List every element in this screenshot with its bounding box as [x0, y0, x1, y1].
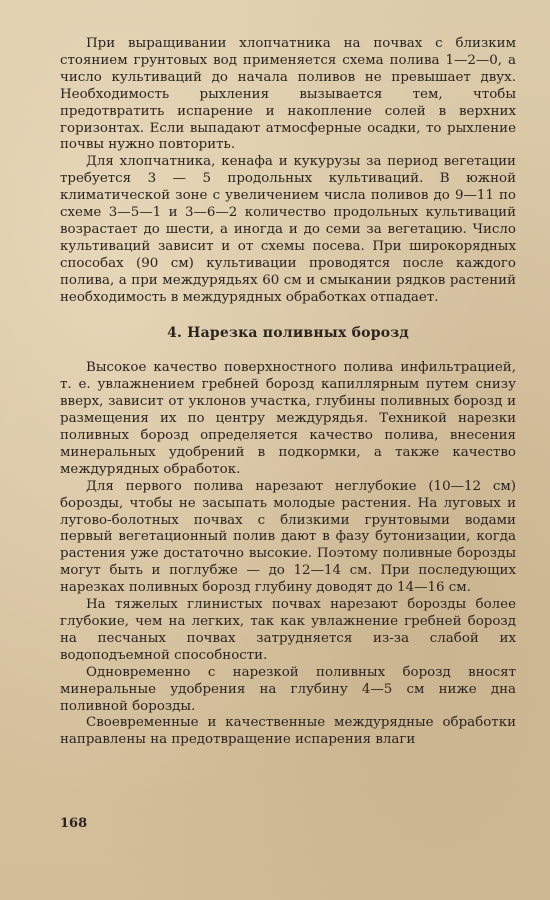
paragraph-4: Для первого полива нарезают неглубокие (10—12 см) борозды, чтобы не засыпать молодые растения. На луговых и лугово-болотных почвах с близкими грунтовыми водами первый вегетационный полив дают в фазу бутонизации, когда растения уже достаточно высокие. Поэтому поливные борозды могут быть и поглубже — до 12—14 см. При последующих нарезках поливных борозд глубину доводят до 14—16 см.: [60, 478, 516, 596]
paragraph-1: При выращивании хлопчатника на почвах с близким стоянием грунтовых вод применяется схема полива 1—2—0, а число культиваций до начала поливов не превышает двух. Необходимость рыхления вызывается тем, чтобы предотвратить испарение и накопление солей в верхних горизонтах. Если выпадают атмосферные осадки, то рыхление почвы нужно повторить.: [60, 36, 516, 153]
page-text-block: [60, 36, 516, 749]
paragraph-5: На тяжелых глинистых почвах нарезают борозды более глубокие, чем на легких, так как увлажнение гребней борозд на песчаных почвах затрудняется из-за слабой их водоподъемной способности.: [60, 597, 516, 663]
paragraph-2: Для хлопчатника, кенафа и кукурузы за период вегетации требуется 3 — 5 продольных культиваций. В южной климатической зоне с увеличением числа поливов до 9—11 по схеме 3—5—1 и 3—6—2 количество продольных культиваций возрастает до шести, а иногда и до семи за вегетацию. Число культиваций зависит и от схемы посева. При широкорядных способах (90 см) культивации проводятся после каждого полива, а при междурядьях 60 см и смыкании рядков растений необходимость в междурядных обработках отпадает.: [60, 154, 516, 305]
paragraph-3: Высокое качество поверхностного полива инфильтрацией, т. е. увлажнением гребней борозд капиллярным путем снизу вверх, зависит от уклонов участка, глубины поливных борозд и размещения их по центру междурядья. Техникой нарезки поливных борозд определяется качество полива, внесения минеральных удобрений в подкормки, а также качество междурядных обработок.: [60, 360, 516, 477]
page-number: 168: [60, 816, 88, 831]
paragraph-7: Своевременные и качественные междурядные обработки направлены на предотвращение испарения влаги: [60, 715, 516, 748]
section-heading: 4. Нарезка поливных борозд: [167, 324, 409, 341]
paragraph-6: Одновременно с нарезкой поливных борозд вносят минеральные удобрения на глубину 4—5 см ниже дна поливной борозды.: [60, 664, 516, 714]
